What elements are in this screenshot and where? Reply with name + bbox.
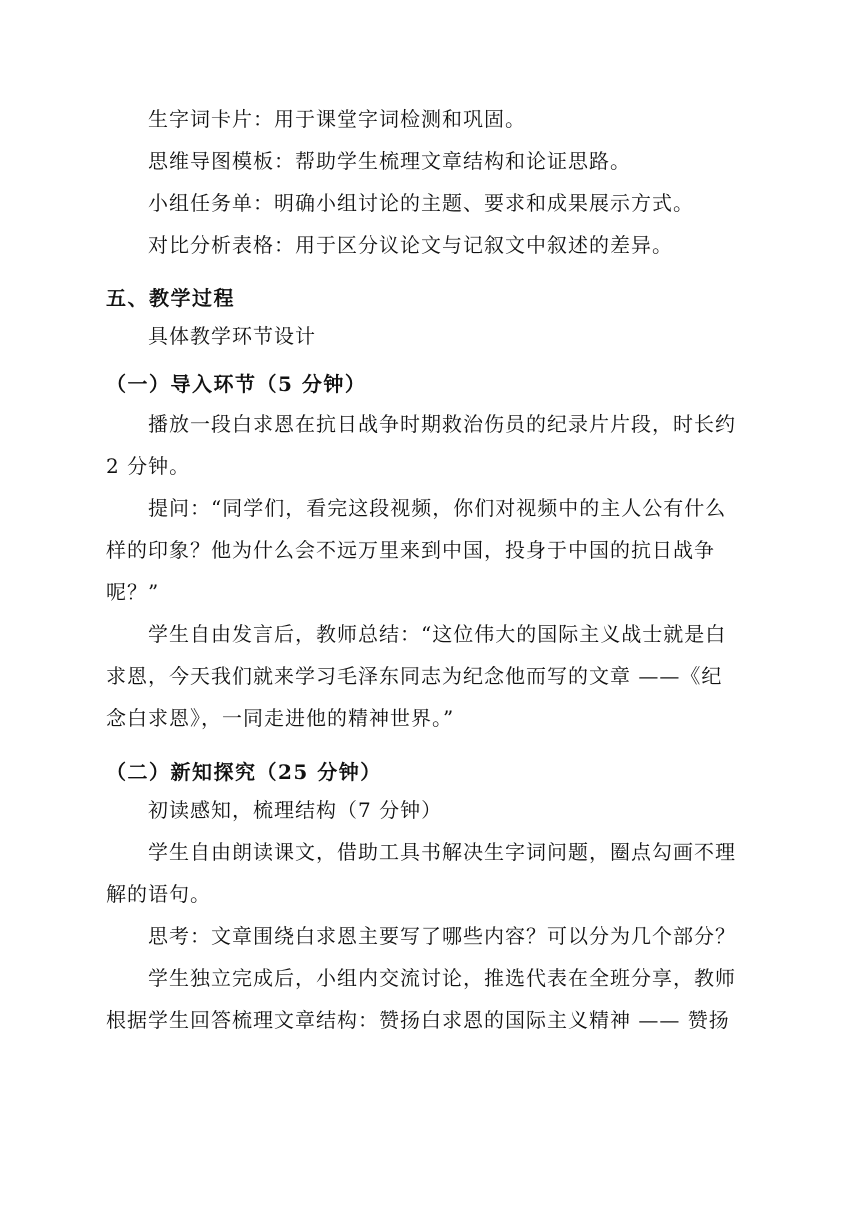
paragraph-line: 求恩，今天我们就来学习毛泽东同志为纪念他而写的文章 ——《纪 [106, 664, 723, 688]
sub-heading-first-reading: 初读感知，梳理结构（7 分钟） [148, 798, 443, 822]
part-heading-new-knowledge: （二）新知探究（25 分钟） [106, 760, 382, 784]
paragraph-line: 呢？” [106, 580, 160, 604]
paragraph-line: 提问：“同学们，看完这段视频，你们对视频中的主人公有什么 [148, 496, 727, 520]
material-comparison-table: 对比分析表格：用于区分议论文与记叙文中叙述的差异。 [148, 233, 673, 257]
material-group-task-sheet: 小组任务单：明确小组讨论的主题、要求和成果展示方式。 [148, 191, 694, 215]
paragraph-line: 学生独立完成后，小组内交流讨论，推选代表在全班分享，教师 [148, 966, 736, 990]
paragraph-line: 念白求恩》，一同走进他的精神世界。” [106, 706, 455, 730]
paragraph-line: 样的印象？他为什么会不远万里来到中国，投身于中国的抗日战争 [106, 538, 715, 562]
paragraph-line: 2 分钟。 [106, 454, 191, 478]
paragraph-line: 思考：文章围绕白求恩主要写了哪些内容？可以分为几个部分？ [148, 924, 736, 948]
paragraph-line: 根据学生回答梳理文章结构：赞扬白求恩的国际主义精神 —— 赞扬 [106, 1008, 730, 1032]
material-mindmap-template: 思维导图模板：帮助学生梳理文章结构和论证思路。 [148, 149, 631, 173]
part-heading-intro: （一）导入环节（5 分钟） [106, 372, 367, 396]
paragraph-line: 解的语句。 [106, 882, 211, 906]
paragraph-line: 学生自由发言后，教师总结：“这位伟大的国际主义战士就是白 [148, 622, 727, 646]
section-intro: 具体教学环节设计 [148, 324, 316, 348]
section-heading-teaching-process: 五、教学过程 [106, 286, 235, 310]
paragraph-line: 学生自由朗读课文，借助工具书解决生字词问题，圈点勾画不理 [148, 840, 736, 864]
material-word-cards: 生字词卡片：用于课堂字词检测和巩固。 [148, 107, 526, 131]
paragraph-line: 播放一段白求恩在抗日战争时期救治伤员的纪录片片段，时长约 [148, 412, 736, 436]
